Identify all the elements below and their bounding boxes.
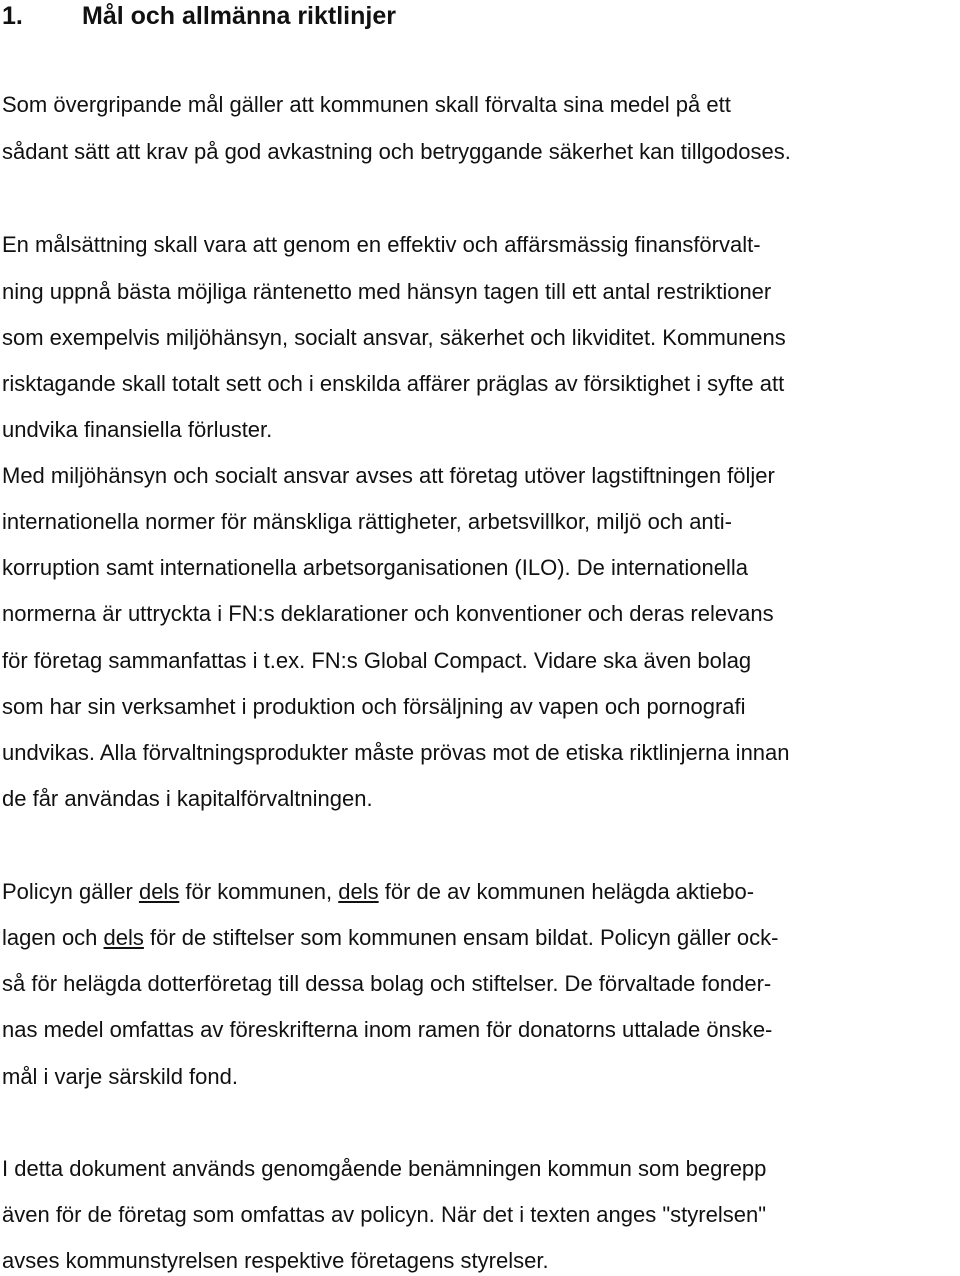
body-line: som exempelvis miljöhänsyn, socialt ansvar, säkerhet och likviditet. Kommunens — [2, 325, 786, 350]
section-number: 1. — [2, 2, 23, 30]
policy-line-5: mål i varje särskild fond. — [2, 1064, 238, 1089]
policy-text: lagen och — [2, 925, 104, 950]
body-line: undvika finansiella förluster. — [2, 417, 273, 442]
policy-text: Policyn gäller — [2, 879, 139, 904]
policy-line-3: så för helägda dotterföretag till dessa bolag och stiftelser. De förvaltade fonder- — [2, 971, 772, 996]
body-line: En målsättning skall vara att genom en effektiv och affärsmässig finansförvalt- — [2, 232, 761, 257]
policy-text: för kommunen, — [179, 879, 339, 904]
policy-text: för de av kommunen helägda aktiebo- — [378, 879, 755, 904]
policy-line-2 — [2, 923, 779, 953]
final-line: avses kommunstyrelsen respektive företagens styrelser. — [2, 1248, 549, 1273]
policy-line-4: nas medel omfattas av föreskrifterna inom ramen för donatorns uttalade önske- — [2, 1017, 773, 1042]
final-line: även för de företag som omfattas av policyn. När det i texten anges "styrelsen" — [2, 1202, 767, 1227]
body-line: undvikas. Alla förvaltningsprodukter måste prövas mot de etiska riktlinjerna innan — [2, 740, 790, 765]
body-line: de får användas i kapitalförvaltningen. — [2, 786, 373, 811]
body-line: sådant sätt att krav på god avkastning och betryggande säkerhet kan tillgodoses. — [2, 139, 791, 164]
policy-text: för de stiftelser som kommunen ensam bildat. Policyn gäller ock- — [143, 925, 779, 950]
body-line: internationella normer för mänskliga rättigheter, arbetsvillkor, miljö och anti- — [2, 509, 732, 534]
underlined-dels: dels — [338, 879, 379, 904]
body-line: normerna är uttryckta i FN:s deklarationer och konventioner och deras relevans — [2, 601, 774, 626]
underlined-dels: dels — [103, 925, 144, 950]
body-line: som har sin verksamhet i produktion och försäljning av vapen och pornografi — [2, 694, 746, 719]
underlined-dels: dels — [138, 879, 180, 904]
body-line: Med miljöhänsyn och socialt ansvar avses att företag utöver lagstiftningen följer — [2, 463, 775, 488]
section-title: Mål och allmänna riktlinjer — [82, 2, 396, 30]
section-heading — [2, 0, 396, 32]
policy-line-1 — [2, 877, 754, 907]
body-line: risktagande skall totalt sett och i enskilda affärer präglas av försiktighet i syfte att — [2, 371, 785, 396]
final-line: I detta dokument används genomgående benämningen kommun som begrepp — [2, 1156, 767, 1181]
body-line: för företag sammanfattas i t.ex. FN:s Global Compact. Vidare ska även bolag — [2, 648, 752, 673]
body-line: Som övergripande mål gäller att kommunen skall förvalta sina medel på ett — [2, 92, 731, 117]
body-line: korruption samt internationella arbetsorganisationen (ILO). De internationella — [2, 555, 748, 580]
body-line: ning uppnå bästa möjliga räntenetto med hänsyn tagen till ett antal restriktioner — [2, 279, 772, 304]
